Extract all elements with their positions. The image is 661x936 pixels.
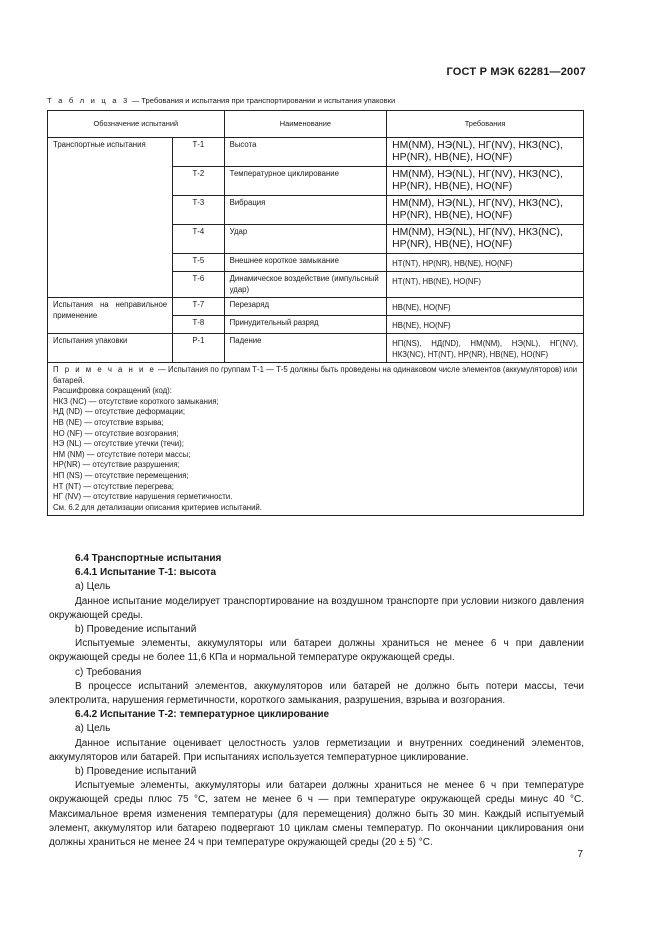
section-6-4-1-title: 6.4.1 Испытание Т-1: высота — [75, 567, 217, 579]
abbreviation-item: НД (ND) — отсутствие деформации; — [53, 407, 186, 417]
test-name: Высота — [224, 138, 387, 167]
standard-id: ГОСТ Р МЭК 62281—2007 — [446, 66, 586, 78]
section-6-4-2-b: b) Проведение испытаний — [75, 766, 197, 778]
section-6-4-1-c-text: В процессе испытаний элементов, аккумуляторов или батарей не должно быть потери массы, течи электролита, нарушения герметичности, короткого замыкания, разрушения, взрыва и возгорания. — [49, 680, 584, 707]
test-requirements: HM(NM), НЭ(NL), НГ(NV), НКЗ(NC), НР(NR), НВ(NE), НО(NF) — [387, 167, 584, 196]
section-6-4-2-a-text: Данное испытание оценивает целостность узлов герметизации и внутренних соединений элементов, аккумуляторов или батарей. При испытаниях используется температурное циклирование. — [49, 737, 584, 763]
test-code: Р-1 — [173, 334, 224, 363]
abbreviation-item: НКЗ (NC) — отсутствие короткого замыкания; — [53, 396, 219, 406]
test-requirements: НВ(NE), НО(NF) — [387, 298, 584, 316]
note-label: П р и м е ч а н и е — [53, 365, 156, 374]
test-code: Т-4 — [173, 225, 224, 254]
abbreviation-item: НМ (NM) — отсутствие потери массы; — [53, 449, 191, 459]
table-note-row — [48, 363, 584, 516]
section-6-4-1-b: b) Проведение испытаний — [75, 624, 197, 636]
abbreviation-item: НГ (NV) — отсутствие нарушения герметичности. — [53, 492, 233, 502]
test-name: Падение — [224, 334, 387, 363]
decoding-title: Расшифровка сокращений (код): — [53, 386, 172, 396]
test-requirements: НВ(NE), НО(NF) — [387, 316, 584, 334]
header-requirements: Требования — [387, 111, 584, 138]
table-header-row — [48, 111, 584, 138]
header-name: Наименование — [224, 111, 387, 138]
section-6-4-1-a: a) Цель — [75, 581, 111, 593]
test-name: Принудительный разряд — [224, 316, 387, 334]
table-caption-label: Т а б л и ц а 3 — [47, 96, 130, 105]
test-requirements: НТ(NT), НР(NR), НВ(NE), НО(NF) — [387, 254, 584, 272]
test-code: Т-6 — [173, 272, 224, 298]
body-text — [49, 552, 584, 850]
test-requirements: НП(NS), НД(ND), НМ(NM), НЭ(NL), НГ(NV), НКЗ(NC), НТ(NT), НР(NR), НВ(NE), НО(NF) — [387, 334, 584, 363]
note-reference: См. 6.2 для детализации описания критериев испытаний. — [53, 502, 262, 512]
table-row — [48, 298, 584, 316]
table-caption — [47, 96, 587, 105]
section-6-4-1-c: c) Требования — [75, 666, 142, 678]
abbreviation-item: НО (NF) — отсутствие возгорания; — [53, 428, 179, 438]
note-text: — Испытания по группам Т-1 — Т-5 должны быть проведены на одинаковом числе элементов (аккумуляторов) или батарей. — [53, 365, 578, 385]
section-6-4-1-a-text: Данное испытание моделирует транспортирование на воздушном транспорте при условии низкого давления окружающей среды. — [49, 595, 584, 621]
section-6-4-2-a: a) Цель — [75, 723, 111, 735]
test-name: Вибрация — [224, 196, 387, 225]
test-code: Т-2 — [173, 167, 224, 196]
test-name: Перезаряд — [224, 298, 387, 316]
test-name: Динамическое воздействие (импульсный удар) — [224, 272, 387, 298]
test-requirements: HM(NM), НЭ(NL), НГ(NV), НКЗ(NC), НР(NR), НВ(NE), НО(NF) — [387, 196, 584, 225]
test-code: Т-3 — [173, 196, 224, 225]
abbreviation-item: НТ (NT) — отсутствие перегрева; — [53, 481, 174, 491]
header-test-designation: Обозначение испытаний — [48, 111, 225, 138]
note-main — [53, 365, 578, 386]
abbreviation-item: НР(NR) — отсутствие разрушения; — [53, 460, 180, 470]
abbreviation-item: НЭ (NL) — отсутствие утечки (течи); — [53, 439, 184, 449]
test-name: Температурное циклирование — [224, 167, 387, 196]
table-caption-text: — Требования и испытания при транспортировании и испытания упаковки — [129, 96, 396, 105]
test-name: Внешнее короткое замыкание — [224, 254, 387, 272]
abbreviation-item: НП (NS) — отсутствие перемещения; — [53, 470, 189, 480]
test-code: Т-5 — [173, 254, 224, 272]
section-6-4-title: 6.4 Транспортные испытания — [75, 553, 222, 564]
requirements-table — [47, 110, 584, 516]
table-row — [48, 138, 584, 167]
group-misuse: Испытания на неправильное применение — [48, 298, 173, 334]
section-6-4-2-title: 6.4.2 Испытание Т-2: температурное циклирование — [75, 709, 330, 721]
section-6-4-2-b-text: Испытуемые элементы, аккумуляторы или батареи должны храниться не менее 6 ч при температуре окружающей среды плюс 75 °С, затем не менее 6 ч — при температуре окружающей среды минус 40 °С. Максимальное время изменения температуры (для перемещения) должно быть 30 мин. Каждый испытуемый элемент, аккумулятор или батарею подвергают 10 циклам смены температур. По окончании циклирования они должны храниться не менее 24 ч при температуре окружающей среды (20 ± 5) °С. — [49, 780, 584, 849]
test-requirements: HM(NM), НЭ(NL), НГ(NV), НКЗ(NC), НР(NR), НВ(NE), НО(NF) — [387, 138, 584, 167]
test-code: Т-7 — [173, 298, 224, 316]
section-6-4-1-b-text: Испытуемые элементы, аккумуляторы или батареи должны храниться не менее 6 ч при давлении окружающей среды не более 11,6 КПа и нормальной температуре окружающей среды. — [49, 638, 584, 664]
page-number: 7 — [577, 849, 583, 860]
group-transport: Транспортные испытания — [48, 138, 173, 298]
table-note — [48, 363, 584, 516]
test-requirements: НТ(NT), НВ(NE), НО(NF) — [387, 272, 584, 298]
test-name: Удар — [224, 225, 387, 254]
group-packaging: Испытания упаковки — [48, 334, 173, 363]
test-code: Т-8 — [173, 316, 224, 334]
test-code: Т-1 — [173, 138, 224, 167]
abbreviation-item: НВ (NE) — отсутствие взрыва; — [53, 417, 164, 427]
test-requirements: HM(NM), НЭ(NL), НГ(NV), НКЗ(NC), НР(NR), НВ(NE), НО(NF) — [387, 225, 584, 254]
table-row — [48, 334, 584, 363]
